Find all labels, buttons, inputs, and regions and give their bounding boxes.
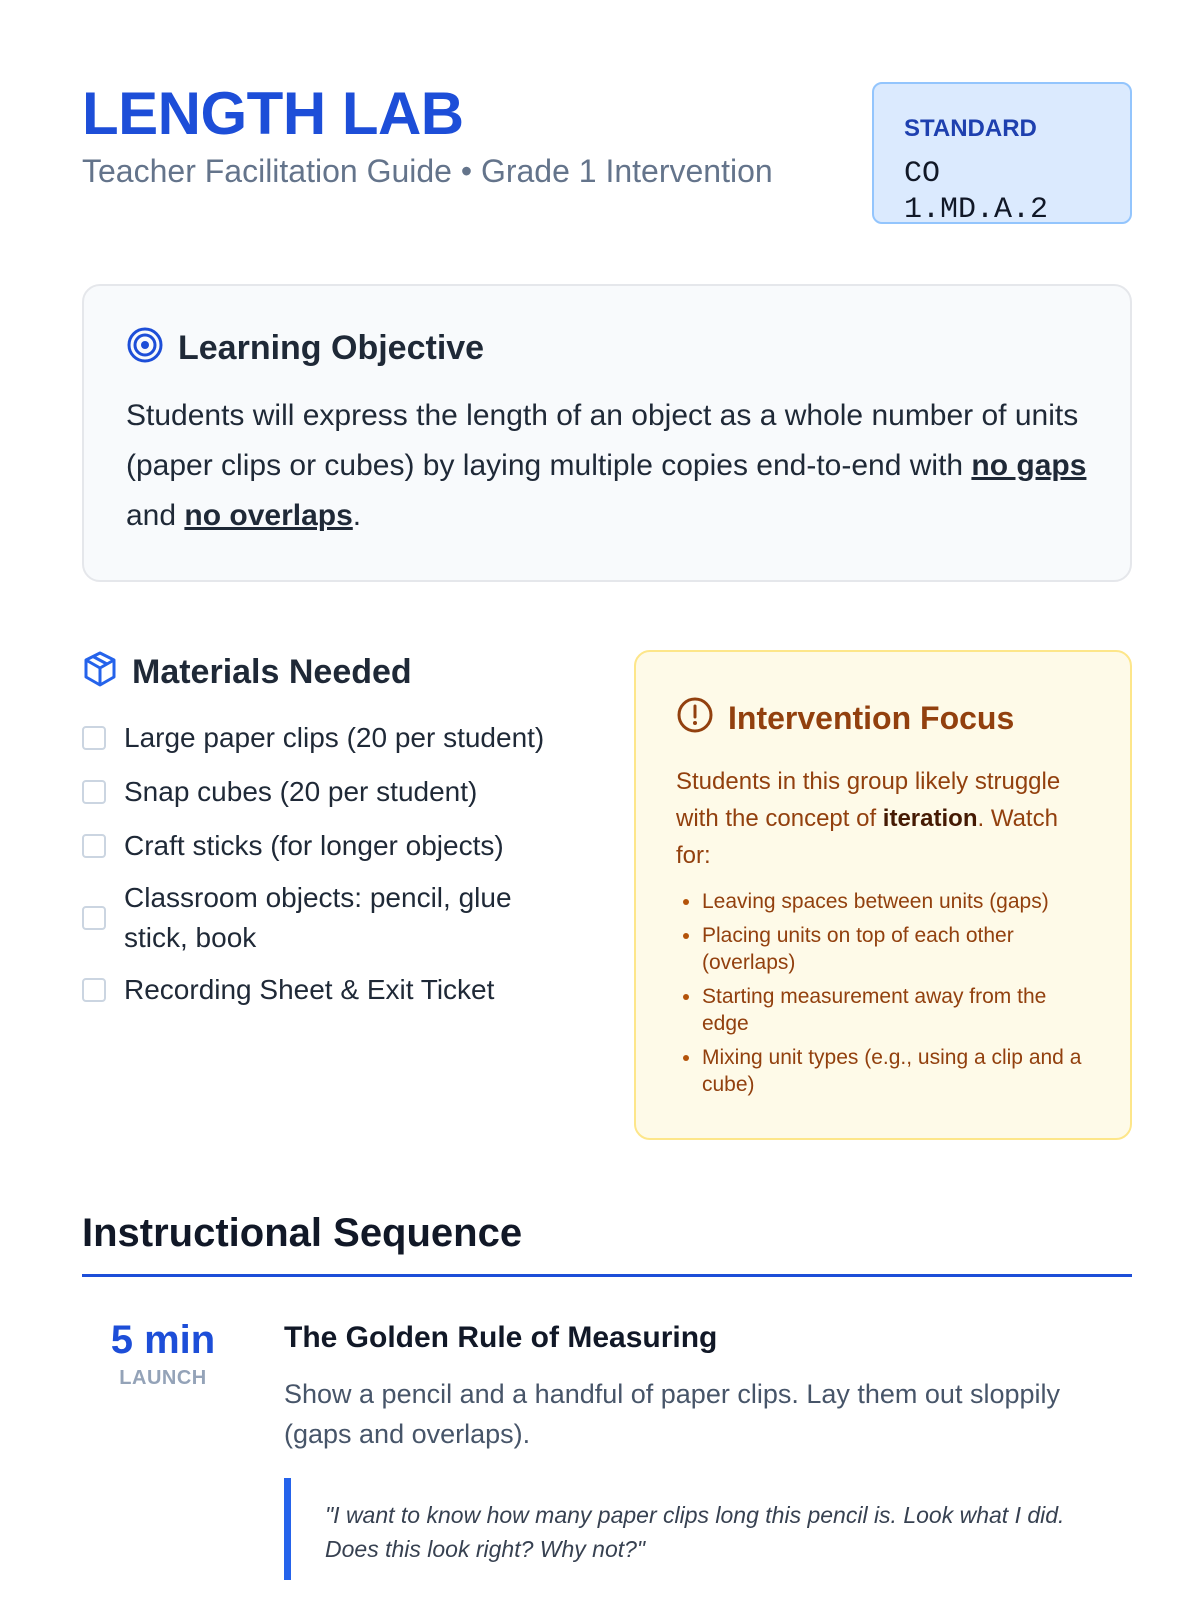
materials-section <box>82 650 582 1017</box>
learning-objective-heading: Learning Objective <box>178 328 485 367</box>
step-time-block <box>82 1316 244 1392</box>
materials-list <box>82 711 582 1017</box>
intervention-focus-text: Students in this group likely struggle with the concept of iteration. Watch for: <box>676 768 1061 869</box>
material-checkbox[interactable] <box>82 834 106 858</box>
watch-item: • Placing units on top of each other (overlaps) <box>702 922 1090 976</box>
no-gaps-emphasis: no gaps <box>971 449 1087 482</box>
standard-badge <box>872 82 1132 227</box>
page-subtitle: Teacher Facilitation Guide • Grade 1 Intervention <box>82 153 773 189</box>
watch-item: • Starting measurement away from the edge <box>702 983 1090 1037</box>
material-checkbox[interactable] <box>82 780 106 804</box>
learning-objective-card <box>82 284 1132 582</box>
standard-code: CO 1.MD.A.2 <box>904 157 1049 227</box>
learning-objective-text: Students will express the length of an object as a whole number of units (paper clips or cubes) by laying multiple copies end-to-end with no gaps and no overlaps. <box>126 399 1087 532</box>
material-checkbox[interactable] <box>82 726 106 750</box>
material-item[interactable]: Snap cubes (20 per student) <box>82 765 582 819</box>
page-title: LENGTH LAB <box>82 80 464 147</box>
sequence-heading: Instructional Sequence <box>82 1211 523 1255</box>
material-item[interactable]: Large paper clips (20 per student) <box>82 711 582 765</box>
watch-for-list <box>676 888 1090 1098</box>
intervention-focus-heading: Intervention Focus <box>728 699 1015 736</box>
intervention-focus-card <box>634 650 1132 1140</box>
step-duration: 5 min <box>110 1318 216 1362</box>
step-phase: LAUNCH <box>119 1367 207 1389</box>
material-checkbox[interactable] <box>82 906 106 930</box>
page-header <box>82 78 1132 228</box>
sequence-divider <box>82 1274 1132 1277</box>
material-checkbox[interactable] <box>82 978 106 1002</box>
watch-item: • Mixing unit types (e.g., using a clip and a cube) <box>702 1044 1090 1098</box>
step-title: The Golden Rule of Measuring <box>284 1321 718 1354</box>
cube-icon <box>82 650 118 693</box>
step-content <box>284 1318 1132 1580</box>
no-overlaps-emphasis: no overlaps <box>184 499 353 532</box>
target-icon <box>126 326 164 369</box>
alert-circle-icon <box>676 696 714 739</box>
teacher-script-quote: "I want to know how many paper clips long this pencil is. Look what I did. Does this look right? Why not?" <box>284 1478 1132 1580</box>
material-item[interactable]: Craft sticks (for longer objects) <box>82 819 582 873</box>
standard-label: STANDARD <box>904 115 1037 142</box>
materials-heading: Materials Needed <box>132 652 412 691</box>
watch-item: • Leaving spaces between units (gaps) <box>702 888 1090 915</box>
iteration-emphasis: iteration <box>882 805 978 832</box>
material-item[interactable]: Recording Sheet & Exit Ticket <box>82 963 582 1017</box>
step-description: Show a pencil and a handful of paper clips. Lay them out sloppily (gaps and overlaps). <box>284 1379 1060 1449</box>
material-item[interactable]: Classroom objects: pencil, glue stick, book <box>82 873 582 963</box>
